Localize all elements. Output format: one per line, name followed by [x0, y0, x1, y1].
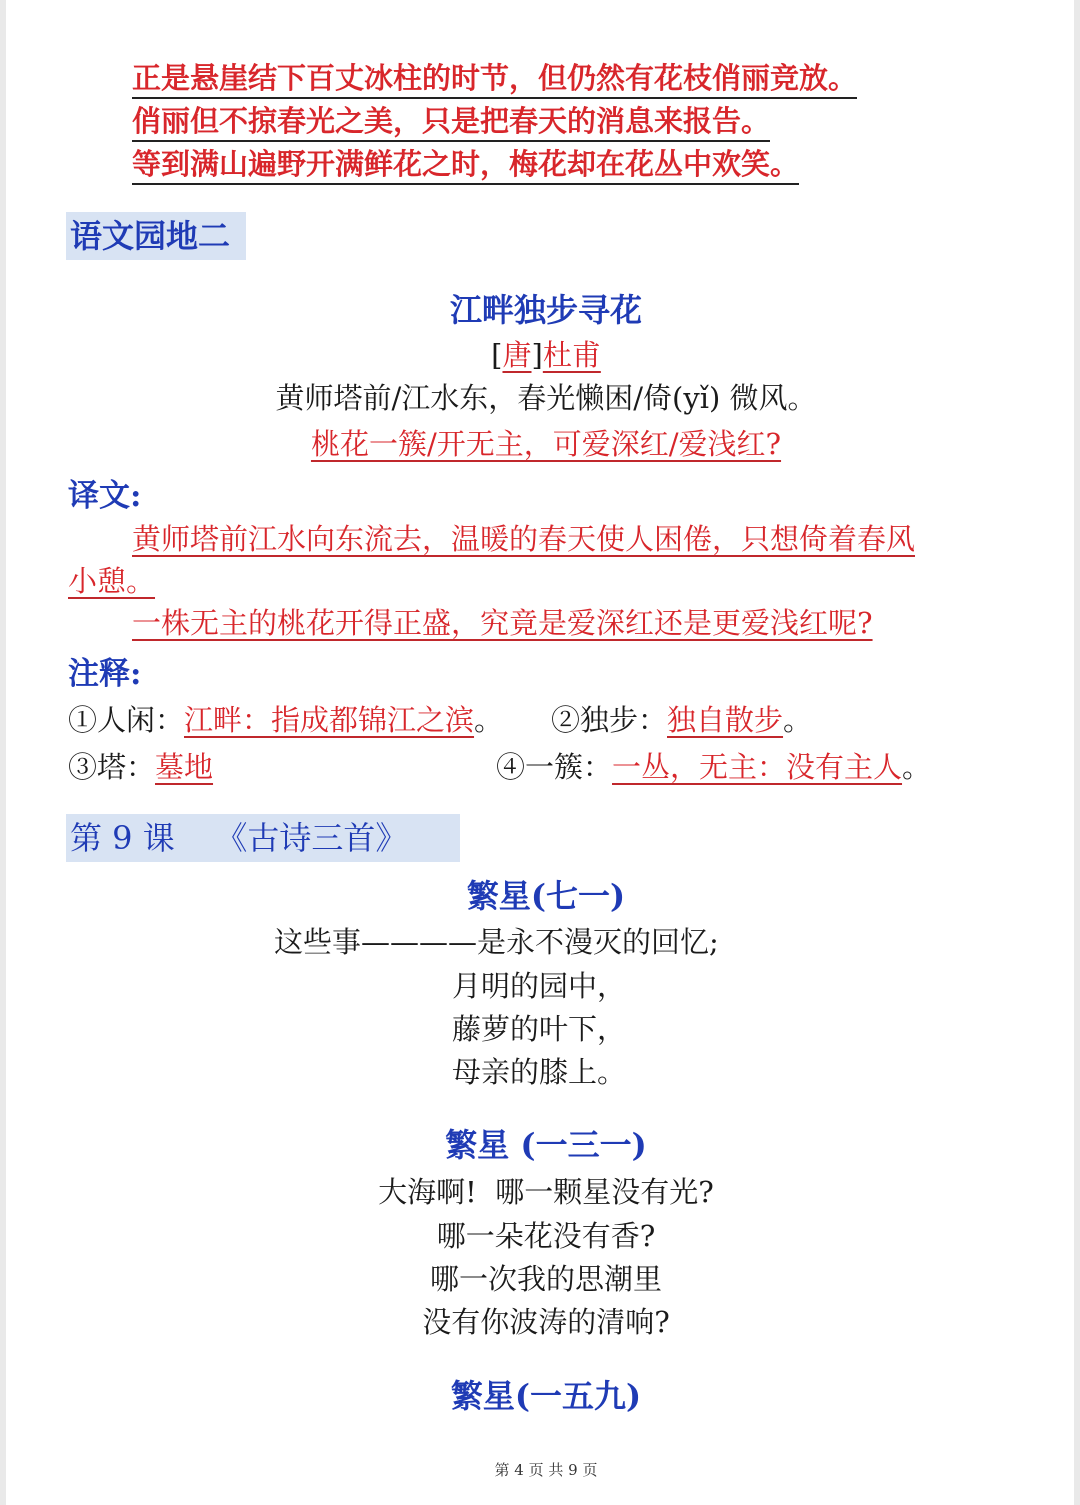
note-3: ③塔：墓地 — [68, 750, 214, 784]
poem-line-1: 黄师塔前/江水东，春光懒困/倚(yǐ) 微风。 — [275, 381, 817, 415]
translation-line-1: 黄师塔前江水向东流去，温暖的春天使人困倦，只想倚着春风 — [132, 522, 916, 556]
top-line-3: 等到满山遍野开满鲜花之时，梅花却在花丛中欢笑。 — [132, 144, 799, 184]
poem1-line-4: 母亲的膝上。 — [452, 1055, 627, 1089]
poem2-line-3: 哪一次我的思潮里 — [429, 1262, 662, 1296]
section-heading-lesson-9: 第 9 课 《古诗三首》 — [66, 814, 460, 862]
poem1-title: 繁星(七一) — [466, 877, 626, 915]
poem2-line-1: 大海啊! 哪一颗星没有光? — [378, 1175, 714, 1209]
translation-line-3: 一株无主的桃花开得正盛，究竟是爱深红还是更爱浅红呢? — [132, 606, 873, 640]
poem1-line-3: 藤萝的叶下， — [452, 1012, 627, 1046]
poem1-line-1: 这些事————是永不漫灭的回忆; — [274, 925, 719, 959]
page-number: 第 4 页 共 9 页 — [494, 1461, 598, 1479]
poem2-line-2: 哪一朵花没有香? — [436, 1219, 656, 1253]
top-line-2: 俏丽但不掠春光之美，只是把春天的消息来报告。 — [132, 101, 770, 141]
translation-line-2: 小憩。 — [68, 564, 156, 598]
note-2: ②独步：独自散步。 — [551, 703, 813, 737]
poem-line-2: 桃花一簇/开无主，可爱深红/爱浅红? — [310, 427, 782, 461]
poem-author: [唐]杜甫 — [491, 338, 601, 372]
note-1: ①人闲：江畔：指成都锦江之滨。 — [68, 703, 504, 737]
top-line-1: 正是悬崖结下百丈冰柱的时节，但仍然有花枝俏丽竞放。 — [132, 58, 857, 98]
translation-label: 译文: — [68, 478, 142, 514]
poem2-title: 繁星 (一三一) — [445, 1126, 647, 1164]
poem1-line-2: 月明的园中， — [452, 969, 627, 1003]
poem2-line-4: 没有你波涛的清响? — [422, 1305, 670, 1339]
poem-title: 江畔独步寻花 — [449, 291, 642, 329]
note-4: ④一簇：一丛，无主：没有主人。 — [496, 750, 932, 784]
section-heading-yuwen-yuandi: 语文园地二 — [66, 212, 246, 260]
poem3-title: 繁星(一五九) — [450, 1377, 642, 1415]
notes-label: 注释: — [68, 656, 142, 692]
